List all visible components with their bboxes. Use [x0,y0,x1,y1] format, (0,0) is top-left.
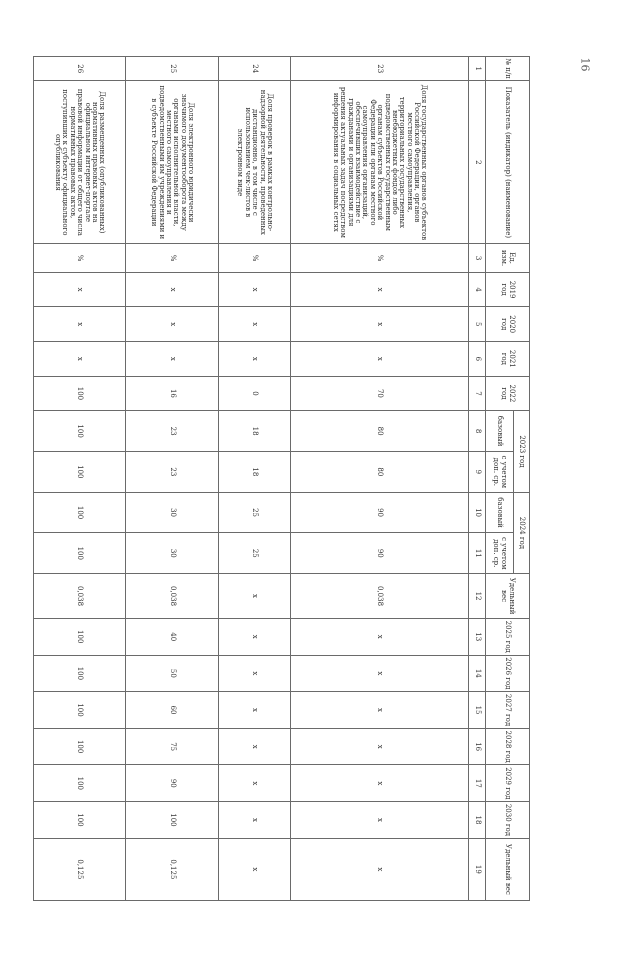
value-2021: х [126,342,219,377]
header-2027: 2027 год [486,692,530,729]
table-row [219,57,291,901]
header-2025: 2025 год [486,618,530,655]
value-2028: х [291,728,469,765]
value-2025: х [291,618,469,655]
col-index: 17 [469,765,486,802]
indicator-name: Доля государственных органов субъектов Российской Федерации, органов местного самоуправления, территориальных государственных внебюджетных фондов либо подведомственных государственным органам субъектов Российской Федерации или органам местного самоуправления организаций, обеспечивших взаимодействие с гражданами и организациями для решения актуальных задач посредством информирования в социальных сетях [291,81,469,244]
table-row [291,57,469,901]
header-2019: 2019 год [486,272,530,307]
value-2020: х [34,307,126,342]
value-2024-base: 25 [219,492,291,533]
col-index: 7 [469,376,486,411]
col-index: 13 [469,618,486,655]
header-2021: 2021 год [486,342,530,377]
unit-cell: % [219,244,291,273]
header-2023-extra: с учетом доп. ср. [486,451,514,492]
value-2019: х [34,272,126,307]
row-num: 24 [219,57,291,81]
col-index: 18 [469,802,486,839]
value-2023-base: 100 [34,411,126,452]
row-num: 25 [126,57,219,81]
value-2024-base: 30 [126,492,219,533]
header-2024-extra: с учетом доп. ср. [486,533,514,574]
indicators-table [33,56,530,901]
value-weight: х [219,574,291,619]
col-index: 8 [469,411,486,452]
row-num: 26 [34,57,126,81]
value-2029: 90 [126,765,219,802]
value-2028: 75 [126,728,219,765]
value-2024-extra: 100 [34,533,126,574]
value-2023-extra: 23 [126,451,219,492]
value-weight-2: х [219,838,291,900]
value-weight-2: 0,125 [34,838,126,900]
value-2029: х [219,765,291,802]
value-2023-base: 23 [126,411,219,452]
header-weight-2: Удельный вес [486,838,530,900]
value-2019: х [126,272,219,307]
value-2023-extra: 80 [291,451,469,492]
col-index: 9 [469,451,486,492]
header-2024-base: базовый [486,492,514,533]
header-2024: 2024 год [514,492,530,573]
value-2027: х [219,692,291,729]
indicator-name: Доля электронного юридически значимого документооборота между органами исполнительной власти, местного самоуправления и подведомственными им учреждениями и в субъекте Российской Федерации [126,81,219,244]
header-2026: 2026 год [486,655,530,692]
value-2022: 0 [219,376,291,411]
value-2026: 50 [126,655,219,692]
value-2029: х [291,765,469,802]
value-2030: 100 [34,802,126,839]
value-2019: х [291,272,469,307]
value-2024-base: 90 [291,492,469,533]
indicator-name: Доля проверок в рамках контрольно-надзорной деятельности, проведенных дистанционно, в том числе с использованием чек-листов в электронном виде [219,81,291,244]
header-weight: Удельный вес [486,574,530,619]
value-2022: 16 [126,376,219,411]
value-2020: х [291,307,469,342]
col-index: 11 [469,533,486,574]
value-2027: 100 [34,692,126,729]
value-2030: 100 [126,802,219,839]
indicator-name: Доля размещенных (опубликованных) нормативных правовых актов на официальном интернет-портале правовой информации от общего числа нормативных правовых актов, поступивших к субъекту официального опубликования [34,81,126,244]
value-2020: х [219,307,291,342]
header-name: Показатель (индикатор) (наименование) [486,81,530,244]
unit-cell: % [34,244,126,273]
header-2023: 2023 год [514,411,530,492]
header-2030: 2030 год [486,802,530,839]
value-2030: х [219,802,291,839]
value-2028: 100 [34,728,126,765]
value-2020: х [126,307,219,342]
col-index: 5 [469,307,486,342]
col-index: 4 [469,272,486,307]
value-2019: х [219,272,291,307]
col-index: 19 [469,838,486,900]
value-2025: 40 [126,618,219,655]
rotated-page-content [0,56,530,961]
value-2025: 100 [34,618,126,655]
value-weight: 0,038 [291,574,469,619]
value-weight-2: 0,125 [126,838,219,900]
value-2026: х [291,655,469,692]
value-weight: 0,038 [126,574,219,619]
table-row [126,57,219,901]
col-index: 16 [469,728,486,765]
value-2030: х [291,802,469,839]
table-row [34,57,126,901]
col-index: 12 [469,574,486,619]
col-index: 6 [469,342,486,377]
value-2021: х [291,342,469,377]
value-2024-base: 100 [34,492,126,533]
value-2023-extra: 100 [34,451,126,492]
header-2020: 2020 год [486,307,530,342]
col-index: 10 [469,492,486,533]
value-2024-extra: 25 [219,533,291,574]
value-2022: 70 [291,376,469,411]
row-num: 23 [291,57,469,81]
value-2021: х [219,342,291,377]
value-2024-extra: 30 [126,533,219,574]
value-2029: 100 [34,765,126,802]
value-2023-base: 80 [291,411,469,452]
page-number: 16 [578,57,592,72]
value-weight-2: х [291,838,469,900]
col-index: 3 [469,244,486,273]
value-2024-extra: 90 [291,533,469,574]
col-index: 15 [469,692,486,729]
header-2022: 2022 год [486,376,530,411]
col-index: 1 [469,57,486,81]
col-index: 14 [469,655,486,692]
header-unit: Ед. изм. [486,244,530,273]
value-2023-extra: 18 [219,451,291,492]
value-2027: х [291,692,469,729]
col-index: 2 [469,81,486,244]
value-2026: х [219,655,291,692]
column-index-row [469,57,486,901]
value-2025: х [219,618,291,655]
header-2028: 2028 год [486,728,530,765]
header-num: № п/п [486,57,530,81]
value-weight: 0,038 [34,574,126,619]
value-2026: 100 [34,655,126,692]
value-2028: х [219,728,291,765]
unit-cell: % [126,244,219,273]
value-2021: х [34,342,126,377]
value-2027: 60 [126,692,219,729]
unit-cell: % [291,244,469,273]
header-2029: 2029 год [486,765,530,802]
value-2022: 100 [34,376,126,411]
header-2023-base: базовый [486,411,514,452]
value-2023-base: 18 [219,411,291,452]
